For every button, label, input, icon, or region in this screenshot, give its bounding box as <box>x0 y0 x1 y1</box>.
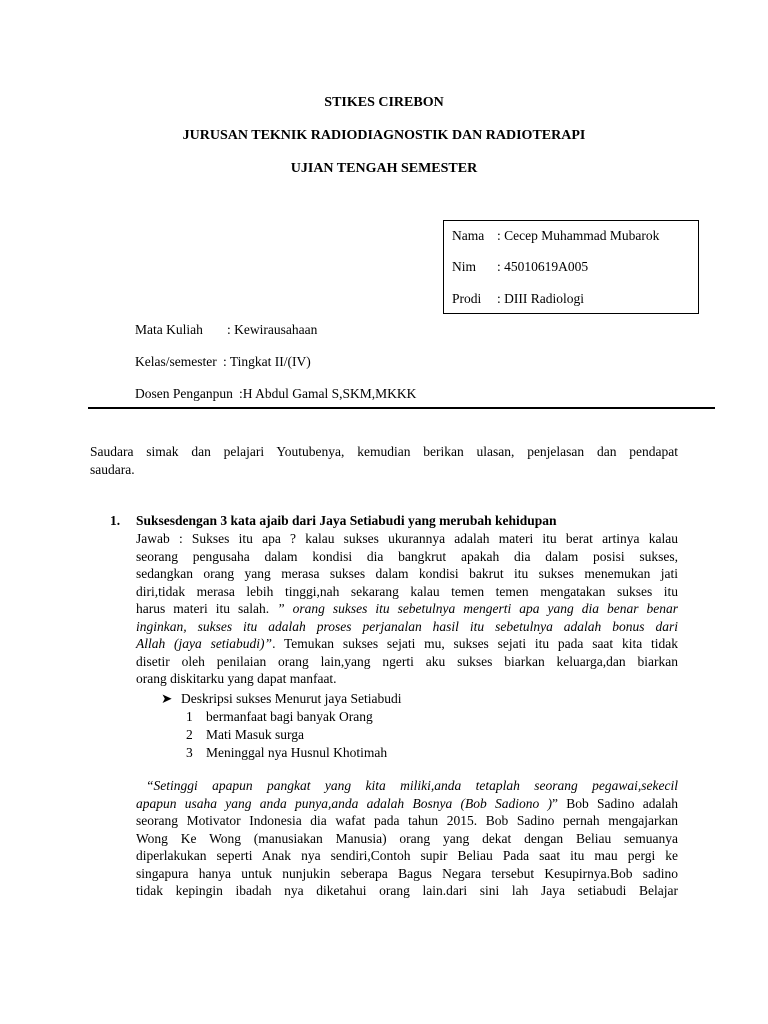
quote-text: ” orang sukses itu sebetulnya mengerti apa yang dia benar benar <box>269 601 678 616</box>
body-line: diperlakukan seperti Anak nya sendiri,Contoh supir Beliau Pada saat itu mau pergi ke <box>136 848 678 863</box>
name-label: Nama <box>452 228 485 243</box>
class-label: Kelas/semester <box>135 354 217 369</box>
answer-line <box>136 635 678 653</box>
quote-line <box>136 795 678 813</box>
course-value: : Kewirausahaan <box>227 322 318 337</box>
answer-line: orang diskitarku yang dapat manfaat. <box>136 671 337 686</box>
quote-text: apapun usaha yang anda punya,anda adalah Bosnya (Bob Sadiono ) <box>136 795 552 811</box>
body-line: Wong Ke Wong (manusiakan Manusia) orang yang dekat dengan Beliau semuanya <box>136 830 678 846</box>
answer-text: . Temukan sukses sejati mu, sukses sejati itu pada saat kita tidak <box>272 636 678 651</box>
sub-item-number: 1 <box>186 709 193 724</box>
nim-value: : 45010619A005 <box>497 259 589 274</box>
answer-text: harus materi itu salah. <box>136 601 270 616</box>
quote-paragraph <box>136 777 678 900</box>
name-value: : Cecep Muhammad Mubarok <box>497 228 660 243</box>
intro-line: Saudara simak dan pelajari Youtubenya, kemudian berikan ulasan, penjelasan dan pendapat <box>90 444 678 459</box>
bullet-text: Deskripsi sukses Menurut jaya Setiabudi <box>181 691 402 706</box>
class-value: : Tingkat II/(IV) <box>223 354 311 369</box>
intro-paragraph <box>90 443 678 478</box>
answer-text: ” Bob Sadino adalah <box>551 795 679 811</box>
body-line: singapura hanya untuk nunjukin seberapa Bagus Negara tersebut Kesupirnya.Bob sadino <box>136 865 678 881</box>
answer-paragraph <box>136 530 678 688</box>
answer-line: sedangkan orang yang merasa sukses dalam kondisi bakrut itu sukses menemukan jati <box>136 566 678 581</box>
header-divider <box>88 407 715 409</box>
department-title: JURUSAN TEKNIK RADIODIAGNOSTIK DAN RADIOTERAPI <box>182 128 586 143</box>
course-row <box>135 322 317 338</box>
student-info-box <box>443 220 699 314</box>
exam-title: UJIAN TENGAH SEMESTER <box>290 161 478 176</box>
sub-item-number: 3 <box>186 745 193 760</box>
prodi-value: : DIII Radiologi <box>497 291 584 306</box>
lecturer-row <box>135 386 416 402</box>
answer-line: Jawab : Sukses itu apa ? kalau sukses ukurannya adalah materi itu berat artinya kalau <box>136 531 678 546</box>
body-line: tidak kepingin ibadah nya diketahui orang lain.dari sini lah Jaya setiabudi Belajar <box>136 883 678 898</box>
lecturer-label: Dosen Penganpun <box>135 386 233 401</box>
answer-line: seorang pengusaha dalam kondisi dia bangkrut apakah dia dalam posisi sukses, <box>136 548 678 564</box>
quote-text: Allah (jaya setiabudi)” <box>136 636 273 651</box>
question-number: 1. <box>110 513 121 528</box>
class-row <box>135 354 311 370</box>
answer-line: disetir oleh penilaian orang lain,yang ngerti aku sukses biarkan keluarga,dan biarkan <box>136 653 678 669</box>
sub-item-number: 2 <box>186 727 193 742</box>
answer-line <box>136 600 678 618</box>
course-label: Mata Kuliah <box>135 322 203 337</box>
sub-item-text: Meninggal nya Husnul Khotimah <box>206 745 388 760</box>
intro-line: saudara. <box>90 461 135 477</box>
sub-item-text: bermanfaat bagi banyak Orang <box>206 709 373 724</box>
prodi-label: Prodi <box>452 291 482 306</box>
institution-title: STIKES CIREBON <box>324 95 444 110</box>
quote-line: “Setinggi apapun pangkat yang kita miliki,anda tetaplah seorang pegawai,sekecil <box>146 778 678 793</box>
arrow-bullet-icon: ➤ <box>161 691 173 706</box>
body-line: seorang Motivator Indonesia dia wafat pada tahun 2015. Bob Sadino pernah mengajarkan <box>136 813 678 828</box>
answer-line: diri,tidak merasa lebih tinggi,nah sekarang kalau temen temen mengatakan sukses itu <box>136 583 678 599</box>
lecturer-value: :H Abdul Gamal S,SKM,MKKK <box>239 386 417 401</box>
nim-label: Nim <box>452 259 477 274</box>
quote-line: inginkan, sukses itu adalah proses perjanalan hasil itu sebetulnya adalah bonus dari <box>136 618 678 634</box>
question-title: Suksesdengan 3 kata ajaib dari Jaya Setiabudi yang merubah kehidupan <box>136 513 557 528</box>
sub-item-text: Mati Masuk surga <box>206 727 304 742</box>
